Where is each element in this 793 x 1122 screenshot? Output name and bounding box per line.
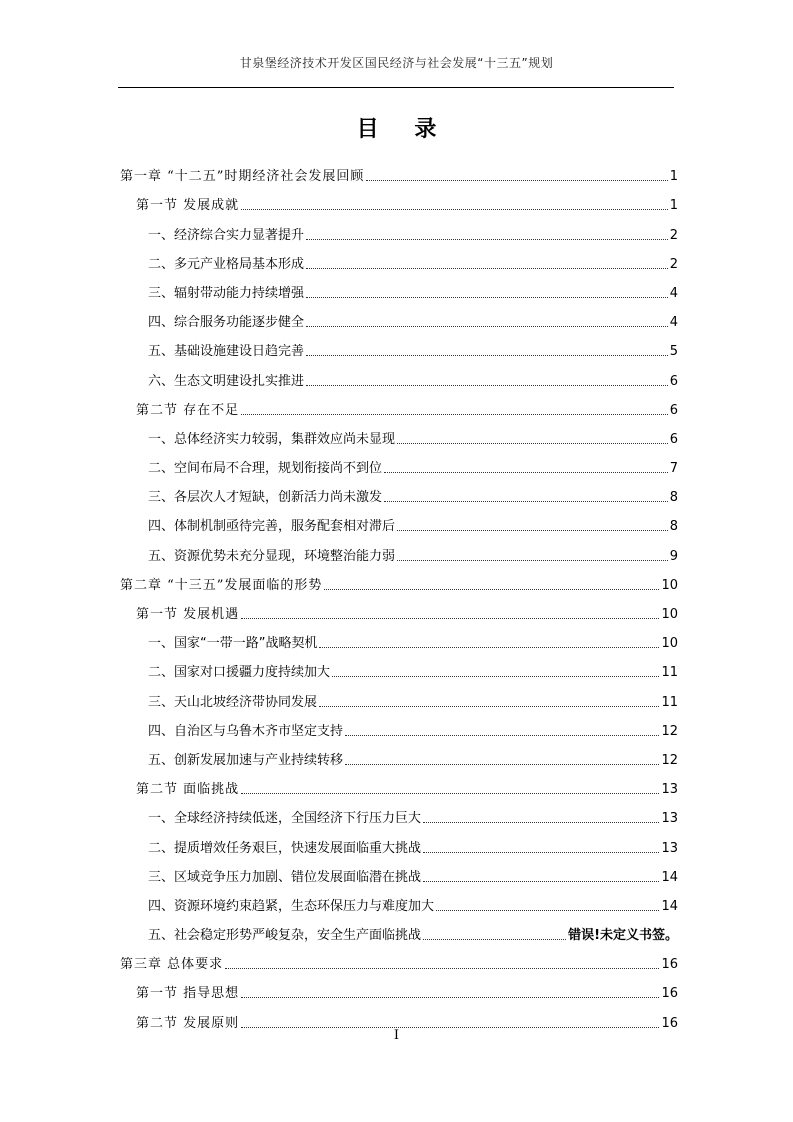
toc-entry[interactable] (120, 273, 678, 302)
toc-entry[interactable] (120, 448, 678, 477)
toc-entry-page: 10 (661, 577, 678, 593)
toc-entry[interactable] (120, 857, 678, 886)
toc-entry-page: 2 (669, 256, 678, 272)
table-of-contents (120, 156, 678, 1032)
toc-entry-page: 16 (661, 1015, 678, 1031)
running-header: 甘泉堡经济技术开发区国民经济与社会发展“十三五”规划 (239, 56, 554, 70)
dot-leader (319, 706, 659, 707)
toc-entry-label: 二、国家对口援疆力度持续加大 (148, 665, 331, 681)
toc-entry-page: 1 (669, 198, 678, 214)
toc-entry[interactable] (120, 827, 678, 856)
toc-entry-label: 第二节 发展原则 (136, 1015, 240, 1031)
dot-leader (397, 560, 668, 561)
toc-entry-label: 三、各层次人才短缺，创新活力尚未激发 (148, 490, 383, 506)
toc-entry-page: 8 (669, 490, 678, 506)
toc-entry-label: 五、社会稳定形势严峻复杂，安全生产面临挑战 (148, 928, 422, 944)
dot-leader (241, 997, 659, 998)
dot-leader (423, 852, 659, 853)
header-divider (118, 87, 674, 88)
dot-leader (345, 735, 659, 736)
toc-entry-label: 第一节 发展成就 (136, 198, 240, 214)
toc-entry-page: 12 (661, 723, 678, 739)
toc-entry-page: 4 (669, 285, 678, 301)
toc-entry-label: 三、辐射带动能力持续增强 (148, 285, 305, 301)
dot-leader (423, 939, 566, 940)
toc-entry-page: 10 (661, 636, 678, 652)
dot-leader (436, 910, 659, 911)
toc-entry-label: 第三章 总体要求 (120, 957, 224, 973)
toc-entry[interactable] (120, 419, 678, 448)
toc-entry-label: 第一节 指导思想 (136, 986, 240, 1002)
page-number: I (393, 1028, 400, 1043)
toc-entry-label: 第二节 面临挑战 (136, 782, 240, 798)
dot-leader (241, 209, 668, 210)
dot-leader (324, 589, 659, 590)
dot-leader (241, 414, 668, 415)
toc-entry-label: 五、基础设施建设日趋完善 (148, 344, 305, 360)
toc-entry[interactable] (120, 594, 678, 623)
toc-entry-label: 第二节 存在不足 (136, 402, 240, 418)
dot-leader (241, 618, 659, 619)
toc-entry[interactable] (120, 711, 678, 740)
toc-entry-page: 5 (669, 344, 678, 360)
toc-entry-label: 四、体制机制亟待完善，服务配套相对滞后 (148, 519, 396, 535)
dot-leader (306, 239, 668, 240)
toc-entry-label: 四、综合服务功能逐步健全 (148, 315, 305, 331)
toc-entry[interactable] (120, 915, 678, 944)
dot-leader (306, 355, 668, 356)
dot-leader (366, 180, 667, 181)
toc-entry-label: 一、国家“一带一路”战略契机 (148, 636, 318, 652)
toc-entry[interactable] (120, 681, 678, 710)
toc-entry-page: 8 (669, 519, 678, 535)
toc-entry[interactable] (120, 652, 678, 681)
toc-entry-label: 第一节 发展机遇 (136, 607, 240, 622)
dot-leader (306, 326, 668, 327)
toc-entry[interactable] (120, 331, 678, 360)
dot-leader (397, 443, 668, 444)
toc-entry[interactable] (120, 244, 678, 273)
toc-entry-page: 13 (661, 840, 678, 856)
dot-leader (345, 764, 659, 765)
toc-entry-label: 二、提质增效任务艰巨，快速发展面临重大挑战 (148, 840, 422, 856)
toc-entry-label: 一、经济综合实力显著提升 (148, 227, 305, 243)
toc-entry-page: 6 (669, 431, 678, 447)
dot-leader (423, 822, 659, 823)
toc-entry-page: 14 (661, 898, 678, 914)
toc-entry-page: 14 (661, 869, 678, 885)
dot-leader (384, 472, 668, 473)
dot-leader (423, 881, 659, 882)
dot-leader (397, 530, 668, 531)
toc-entry-page: 9 (669, 548, 678, 564)
toc-entry[interactable] (120, 477, 678, 506)
toc-entry[interactable] (120, 798, 678, 827)
toc-entry-label: 二、多元产业格局基本形成 (148, 256, 305, 272)
toc-entry-page: 13 (661, 811, 678, 827)
dot-leader (306, 268, 668, 269)
toc-entry[interactable] (120, 214, 678, 243)
toc-entry-label: 五、资源优势未充分显现，环境整治能力弱 (148, 548, 396, 564)
toc-entry[interactable] (120, 740, 678, 769)
toc-entry[interactable] (120, 302, 678, 331)
toc-entry[interactable] (120, 623, 678, 652)
toc-entry-page: 16 (661, 957, 678, 973)
toc-entry[interactable] (120, 535, 678, 564)
toc-entry-page: 16 (661, 986, 678, 1002)
toc-entry[interactable] (120, 973, 678, 1002)
dot-leader (306, 385, 668, 386)
toc-entry[interactable] (120, 360, 678, 389)
toc-entry-label: 三、天山北坡经济带协同发展 (148, 694, 318, 710)
toc-entry-label: 第二章 “十三五”发展面临的形势 (120, 577, 323, 593)
toc-entry-page: 11 (661, 694, 678, 710)
toc-entry-page: 13 (661, 782, 678, 798)
toc-entry-label: 四、资源环境约束趋紧，生态环保压力与难度加大 (148, 898, 435, 914)
toc-entry[interactable] (120, 156, 678, 185)
toc-entry-page: 6 (669, 373, 678, 389)
toc-entry-label: 三、区域竞争压力加剧、错位发展面临潜在挑战 (148, 869, 422, 885)
toc-title: 目 录 (356, 117, 451, 142)
toc-entry-page: 10 (661, 607, 678, 622)
toc-entry-label: 一、全球经济持续低迷，全国经济下行压力巨大 (148, 811, 422, 827)
toc-entry[interactable] (120, 185, 678, 214)
dot-leader (319, 647, 659, 648)
dot-leader (332, 676, 659, 677)
toc-entry-page: 12 (661, 752, 678, 768)
toc-entry-page: 4 (669, 315, 678, 331)
toc-entry-label: 一、总体经济实力较弱，集群效应尚未显现 (148, 431, 396, 447)
toc-entry-page: 7 (669, 461, 678, 477)
dot-leader (241, 793, 659, 794)
toc-entry[interactable] (120, 390, 678, 419)
toc-entry-page: 2 (669, 227, 678, 243)
toc-entry-page: 6 (669, 402, 678, 418)
toc-entry[interactable] (120, 506, 678, 535)
toc-entry-page: 11 (661, 665, 678, 681)
toc-entry-label: 五、创新发展加速与产业持续转移 (148, 752, 344, 768)
toc-entry-page: 错误!未定义书签。 (568, 928, 678, 944)
toc-entry[interactable] (120, 886, 678, 915)
toc-entry-label: 六、生态文明建设扎实推进 (148, 373, 305, 389)
dot-leader (384, 501, 668, 502)
toc-entry[interactable] (120, 565, 678, 594)
dot-leader (306, 297, 668, 298)
toc-entry-label: 第一章 “十二五”时期经济社会发展回顾 (120, 169, 365, 185)
toc-entry-label: 四、自治区与乌鲁木齐市坚定支持 (148, 723, 344, 739)
toc-entry-label: 二、空间布局不合理，规划衔接尚不到位 (148, 461, 383, 477)
toc-entry[interactable] (120, 769, 678, 798)
toc-entry[interactable] (120, 944, 678, 973)
toc-entry-page: 1 (669, 169, 678, 185)
dot-leader (225, 968, 659, 969)
